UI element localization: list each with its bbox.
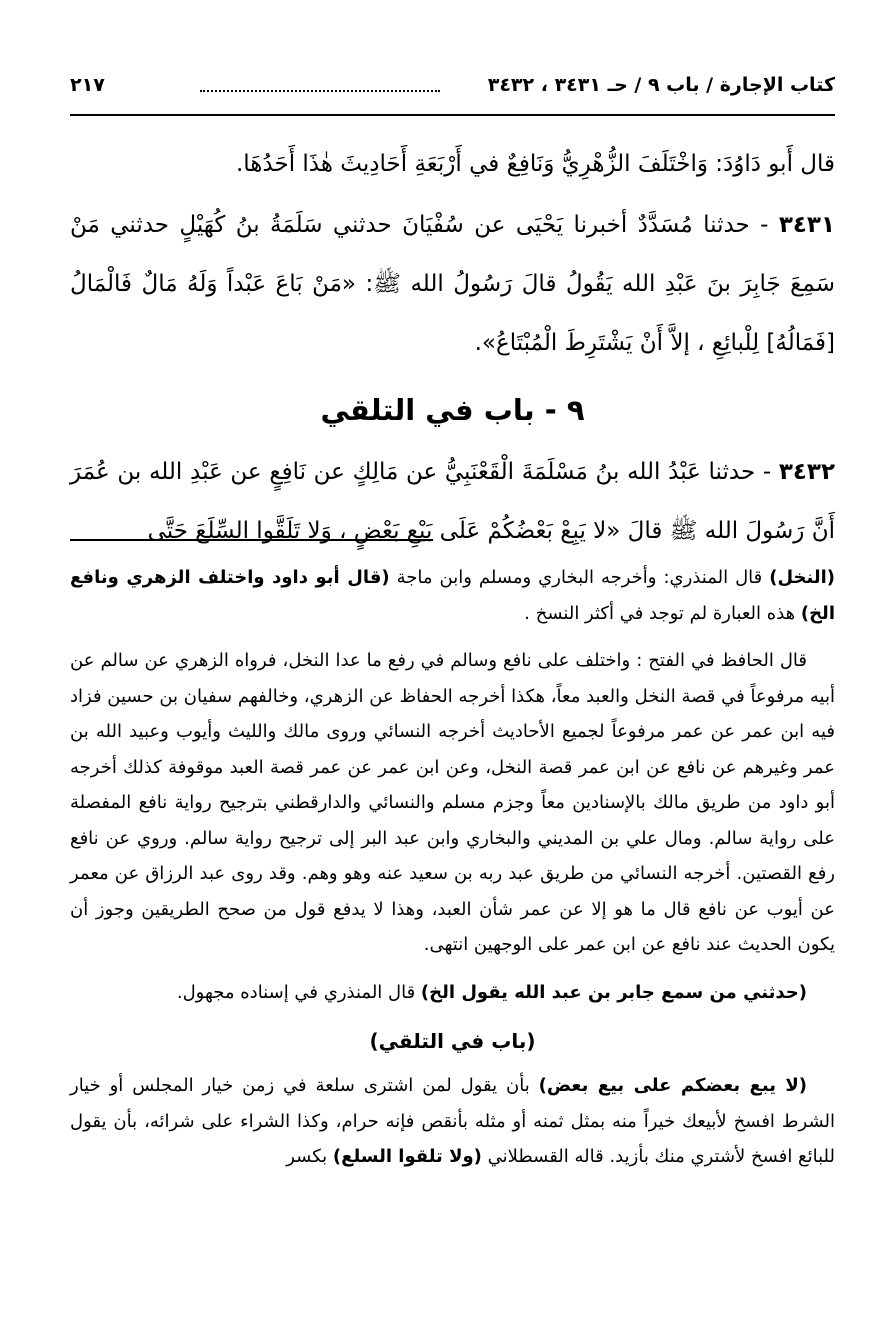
- hadith-text: [70, 135, 835, 563]
- abu-dawud-remark: قال أَبو دَاوُدَ: وَاخْتَلَفَ الزُّهْرِيُّ وَنَافِعٌ في أَرْبَعَةِ أَحَادِيثَ هٰذَا أَحَدُهَا.: [235, 151, 835, 177]
- hadith-3431: [70, 196, 835, 373]
- commentary: [70, 560, 835, 1175]
- note-keyword: (ولا تلقوا السلع): [332, 1146, 482, 1167]
- note-keyword: (النخل): [769, 567, 836, 588]
- hadith-body: - حدثنا مُسَدَّدٌ أخبرنا يَحْيَى عن سُفْيَانَ حدثني سَلَمَةُ بنُ كُهَيْلٍ حدثني مَنْ سَمِعَ جَابِرَ بنَ عَبْدِ الله يَقُولُ قالَ رَسُولُ الله ﷺ: «مَنْ بَاعَ عَبْداً وَلَهُ مَالٌ فَالْمَالُ [فَمَالُهُ] لِلْبائِعِ ، إلاَّ أَنْ يَشْتَرِطَ الْمُبْتَاعُ».: [70, 212, 835, 356]
- note-text: بكسر: [286, 1146, 333, 1167]
- header-book-reference: كتاب الإجارة / باب ٩ / حـ ٣٤٣١ ، ٣٤٣٢: [487, 74, 835, 96]
- chapter-heading: ٩ - باب في التلقي: [320, 393, 585, 427]
- running-header: [70, 70, 835, 116]
- note-jabir: [70, 975, 835, 1011]
- note-text: بأن يقول لمن اشترى سلعة في زمن خيار المجلس أو خيار الشرط افسخ لأبيعك خيراً منه بمثل ثمنه أو مثله بأنقص فإنه حرام، وكذا الشراء على شرائه، بأن يقول للبائع افسخ لأشتري منك بأزيد. قاله القسطلاني: [70, 1075, 835, 1167]
- hadith-body: - حدثنا عَبْدُ الله بنُ مَسْلَمَةَ الْقَعْنَبِيُّ عن مَالِكٍ عن نَافِعٍ عن عَبْدِ الله بن عُمَرَ أَنَّ رَسُولَ الله ﷺ قالَ «لا يَبِعْ بَعْضُكُمْ عَلَى بَيْعِ بَعْضٍ ، وَلا تَلَقَّوا السِّلَعَ حَتَّى: [70, 459, 835, 544]
- footnote-divider: [70, 539, 433, 541]
- hadith-number: ٣٤٣٢: [778, 459, 835, 485]
- commentary-chapter-heading: (باب في التلقي): [369, 1029, 536, 1053]
- note-hafiz-fath: قال الحافظ في الفتح : واختلف على نافع وسالم في رفع ما عدا النخل، فرواه الزهري عن سالم عن أبيه مرفوعاً في قصة النخل والعبد معاً، هكذا أخرجه الحفاظ عن الزهري، وخالفهم سفيان بن حسين فزاد فيه ابن عمر عن عمر مرفوعاً لجميع الأحاديث أخرجه النسائي وروى مالك والليث وأيوب وعبيد الله بن عمر وغيرهم عن نافع عن ابن عمر قصة النخل، وعن ابن عمر عن عمر قصة العبد موقوفة كذلك أخرجه أبو داود من طريق مالك بالإسنادين معاً وجزم مسلم والنسائي والدارقطني بترجيح رواية نافع المفصلة على رواية سالم. ومال علي بن المديني والبخاري وابن عبد البر إلى ترجيح رواية سالم. وروي عن نافع رفع القصتين. أخرجه النسائي من طريق عبد ربه بن سعيد عنه وهو وهم. وقد روى عبد الرزاق عن معمر عن أيوب عن نافع قال ما هو إلا عن عمر شأن العبد، وهذا لا يدفع قول من صحح الطريقين وجوز أن يكون الحديث عند نافع عن ابن عمر على الوجهين انتهى.: [70, 650, 835, 955]
- note-text: هذه العبارة لم توجد في أكثر النسخ .: [524, 602, 801, 624]
- note-bay: [70, 1068, 835, 1175]
- note-text: قال المنذري: وأخرجه البخاري ومسلم وابن ماجة: [389, 567, 770, 588]
- note-keyword: (قال أبو داود واختلف الزهري ونافع الخ): [70, 567, 835, 624]
- header-dot-leader: [200, 90, 440, 92]
- page-number: ٢١٧: [70, 74, 105, 96]
- hadith-3432: [70, 443, 835, 561]
- note-text: قال المنذري في إسناده مجهول.: [176, 981, 421, 1003]
- note-keyword: (لا يبع بعضكم على بيع بعض): [538, 1075, 808, 1096]
- note-keyword: (حدثني من سمع جابر بن عبد الله يقول الخ): [420, 981, 807, 1003]
- hadith-number: ٣٤٣١: [778, 212, 835, 238]
- note-nakhl: [70, 560, 835, 631]
